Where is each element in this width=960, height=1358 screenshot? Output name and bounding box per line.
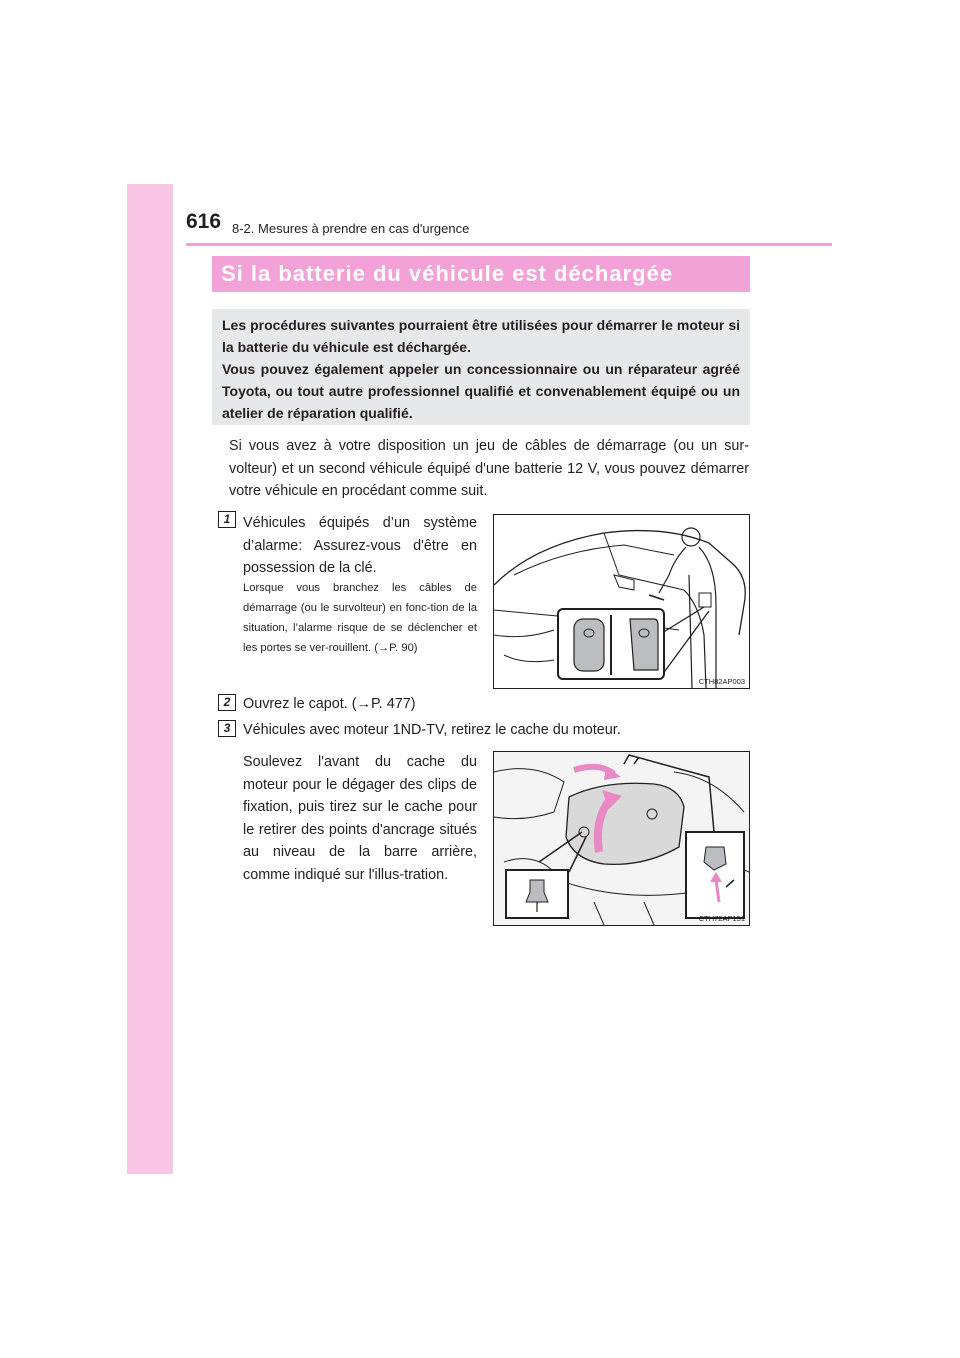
- header-divider: [186, 243, 832, 246]
- step-badge-3: 3: [218, 720, 236, 737]
- car-key-illustration: [494, 515, 749, 688]
- step-3-detail: Soulevez l'avant du cache du moteur pour le dégager des clips de fixation, puis tirez sur le cache pour le retirer des points d'ancrage situés au niveau de la barre arrière, comme indiqué sur l'illus-tration.: [243, 754, 477, 883]
- intro-line-2: Vous pouvez également appeler un concessionnaire ou un réparateur agréé Toyota, ou tout autre professionnel qualifié et convenablement équipé ou un atelier de réparation qualifié.: [222, 361, 740, 421]
- figure-3-code: CTH72AP151: [698, 914, 745, 923]
- figure-1-code: CTH82AP003: [698, 677, 745, 686]
- page-number: 616: [186, 210, 222, 233]
- step-1-note: Lorsque vous branchez les câbles de démarrage (ou le survolteur) en fonc-tion de la situation, l’alarme risque de se déclencher et les portes se ver-rouillent. (→P. 90): [243, 582, 477, 654]
- intro-box: [212, 309, 750, 425]
- step-badge-2: 2: [218, 694, 236, 711]
- step-2-text: Ouvrez le capot. (→P. 477): [243, 696, 416, 712]
- chapter-sidebar-tab: [127, 184, 173, 1174]
- figure-car-alarm: [493, 514, 750, 689]
- intro-line-1: Les procédures suivantes pourraient être utilisées pour démarrer le moteur si la batterie du véhicule est déchargée.: [222, 317, 740, 355]
- body-paragraph: Si vous avez à votre disposition un jeu de câbles de démarrage (ou un sur-volteur) et un second véhicule équipé d'une batterie 12 V, vous pouvez démarrer votre véhicule en procédant comme suit.: [229, 438, 749, 499]
- section-breadcrumb: 8-2. Mesures à prendre en cas d'urgence: [232, 221, 470, 236]
- page-title: Si la batterie du véhicule est déchargée: [212, 256, 750, 292]
- step-3-text: Véhicules avec moteur 1ND-TV, retirez le cache du moteur.: [243, 722, 621, 738]
- step-badge-1: 1: [218, 511, 236, 528]
- engine-cover-illustration: [494, 752, 749, 925]
- figure-engine-cover: [493, 751, 750, 926]
- step-1-text: Véhicules équipés d’un système d’alarme: Assurez-vous d'être en possession de la clé.: [243, 515, 477, 576]
